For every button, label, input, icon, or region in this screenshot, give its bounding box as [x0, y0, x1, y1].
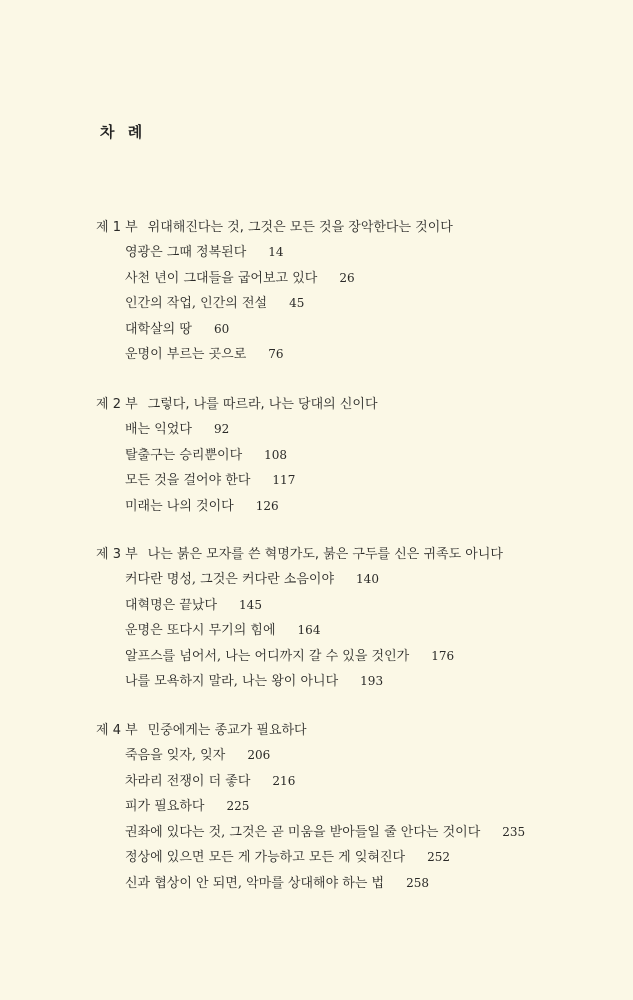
chapter-title: 차라리 전쟁이 더 좋다: [125, 773, 251, 789]
chapter-title: 알프스를 넘어서, 나는 어디까지 갈 수 있을 것인가: [125, 648, 410, 664]
page-number: 92: [213, 422, 230, 436]
part-label: 제 3 부: [96, 547, 138, 562]
toc-entry: [96, 794, 616, 820]
toc-entry: [96, 871, 616, 897]
toc-entry: [96, 342, 616, 368]
chapter-title: 죽음을 잊자, 잊자: [125, 748, 226, 763]
chapter-title: 대혁명은 끝났다: [125, 597, 218, 613]
page-number: 252: [427, 850, 450, 865]
chapter-title: 인간의 작업, 인간의 전설: [125, 296, 268, 312]
part-title-text: 민중에게는 종교가 필요하다: [147, 723, 307, 738]
page-number: 117: [272, 473, 296, 488]
toc-entry: [96, 567, 616, 593]
chapter-title: 운명은 또다시 무기의 힘에: [125, 623, 276, 639]
page-number: 108: [264, 447, 288, 462]
chapter-title: 사천 년이 그대들을 굽어보고 있다: [125, 270, 318, 286]
chapter-title: 신과 협상이 안 되면, 악마를 상대해야 하는 법: [125, 875, 385, 891]
chapter-title: 운명이 부르는 곳으로: [125, 347, 247, 363]
toc-entry: [96, 266, 616, 292]
part-title: [96, 392, 616, 417]
toc-entry: [96, 820, 616, 846]
page-number: 225: [226, 799, 250, 814]
toc-entry: [96, 618, 616, 644]
chapter-title: 권좌에 있다는 것, 그것은 곧 미움을 받아들일 줄 안다는 것이다: [125, 824, 481, 840]
part-title-text: 그렇다, 나를 따르라, 나는 당대의 신이다: [147, 397, 378, 412]
toc-entry: [96, 669, 616, 695]
chapter-title: 정상에 있으면 모든 게 가능하고 모든 게 잊혀진다: [125, 850, 406, 866]
chapter-title: 영광은 그때 정복된다: [125, 245, 247, 260]
part-title-text: 위대해진다는 것, 그것은 모든 것을 장악한다는 것이다: [147, 220, 453, 235]
toc-entry: [96, 644, 616, 670]
part-title: [96, 718, 616, 743]
page-number: 206: [247, 748, 271, 762]
toc-entry: [96, 417, 616, 443]
part-title: [96, 215, 616, 240]
part-title-text: 나는 붉은 모자를 쓴 혁명가도, 붉은 구두를 신은 귀족도 아니다: [147, 547, 503, 562]
page-number: 60: [213, 321, 230, 336]
page-number: 193: [360, 674, 384, 689]
toc-entry: [96, 593, 616, 619]
page-number: 76: [268, 347, 284, 362]
chapter-title: 탈출구는 승리뿐이다: [125, 447, 243, 463]
toc-heading: 차 례: [100, 123, 147, 141]
toc-part-3: [96, 542, 616, 695]
toc-entry: [96, 494, 616, 520]
toc-entry: [96, 468, 616, 494]
toc-part-1: [96, 215, 616, 368]
page-number: 126: [255, 498, 279, 513]
toc-entry: [96, 291, 616, 317]
page-number: 216: [272, 773, 296, 788]
chapter-title: 미래는 나의 것이다: [125, 498, 234, 514]
toc-part-4: [96, 718, 616, 897]
page-number: 14: [268, 245, 284, 259]
page-number: 176: [431, 648, 455, 663]
toc-entry: [96, 240, 616, 266]
part-label: 제 4 부: [96, 723, 138, 738]
chapter-title: 피가 필요하다: [125, 799, 205, 815]
chapter-title: 모든 것을 걸어야 한다: [125, 473, 251, 489]
toc-entry: [96, 743, 616, 769]
part-label: 제 2 부: [96, 397, 138, 412]
toc-entry: [96, 317, 616, 343]
toc-entry: [96, 443, 616, 469]
page-number: 235: [502, 824, 526, 839]
toc-entry: [96, 769, 616, 795]
toc-entry: [96, 845, 616, 871]
page-number: 140: [356, 572, 379, 586]
page-number: 45: [289, 296, 305, 311]
page-number: 26: [339, 270, 355, 285]
chapter-title: 커다란 명성, 그것은 커다란 소음이야: [125, 572, 335, 587]
chapter-title: 대학살의 땅: [125, 321, 192, 337]
page-number: 258: [406, 875, 430, 890]
page-number: 145: [239, 597, 262, 612]
chapter-title: 배는 익었다: [125, 422, 192, 437]
part-label: 제 1 부: [96, 220, 138, 235]
chapter-title: 나를 모욕하지 말라, 나는 왕이 아니다: [125, 674, 339, 690]
part-title: [96, 542, 616, 567]
page-number: 164: [297, 623, 321, 638]
toc-part-2: [96, 392, 616, 519]
